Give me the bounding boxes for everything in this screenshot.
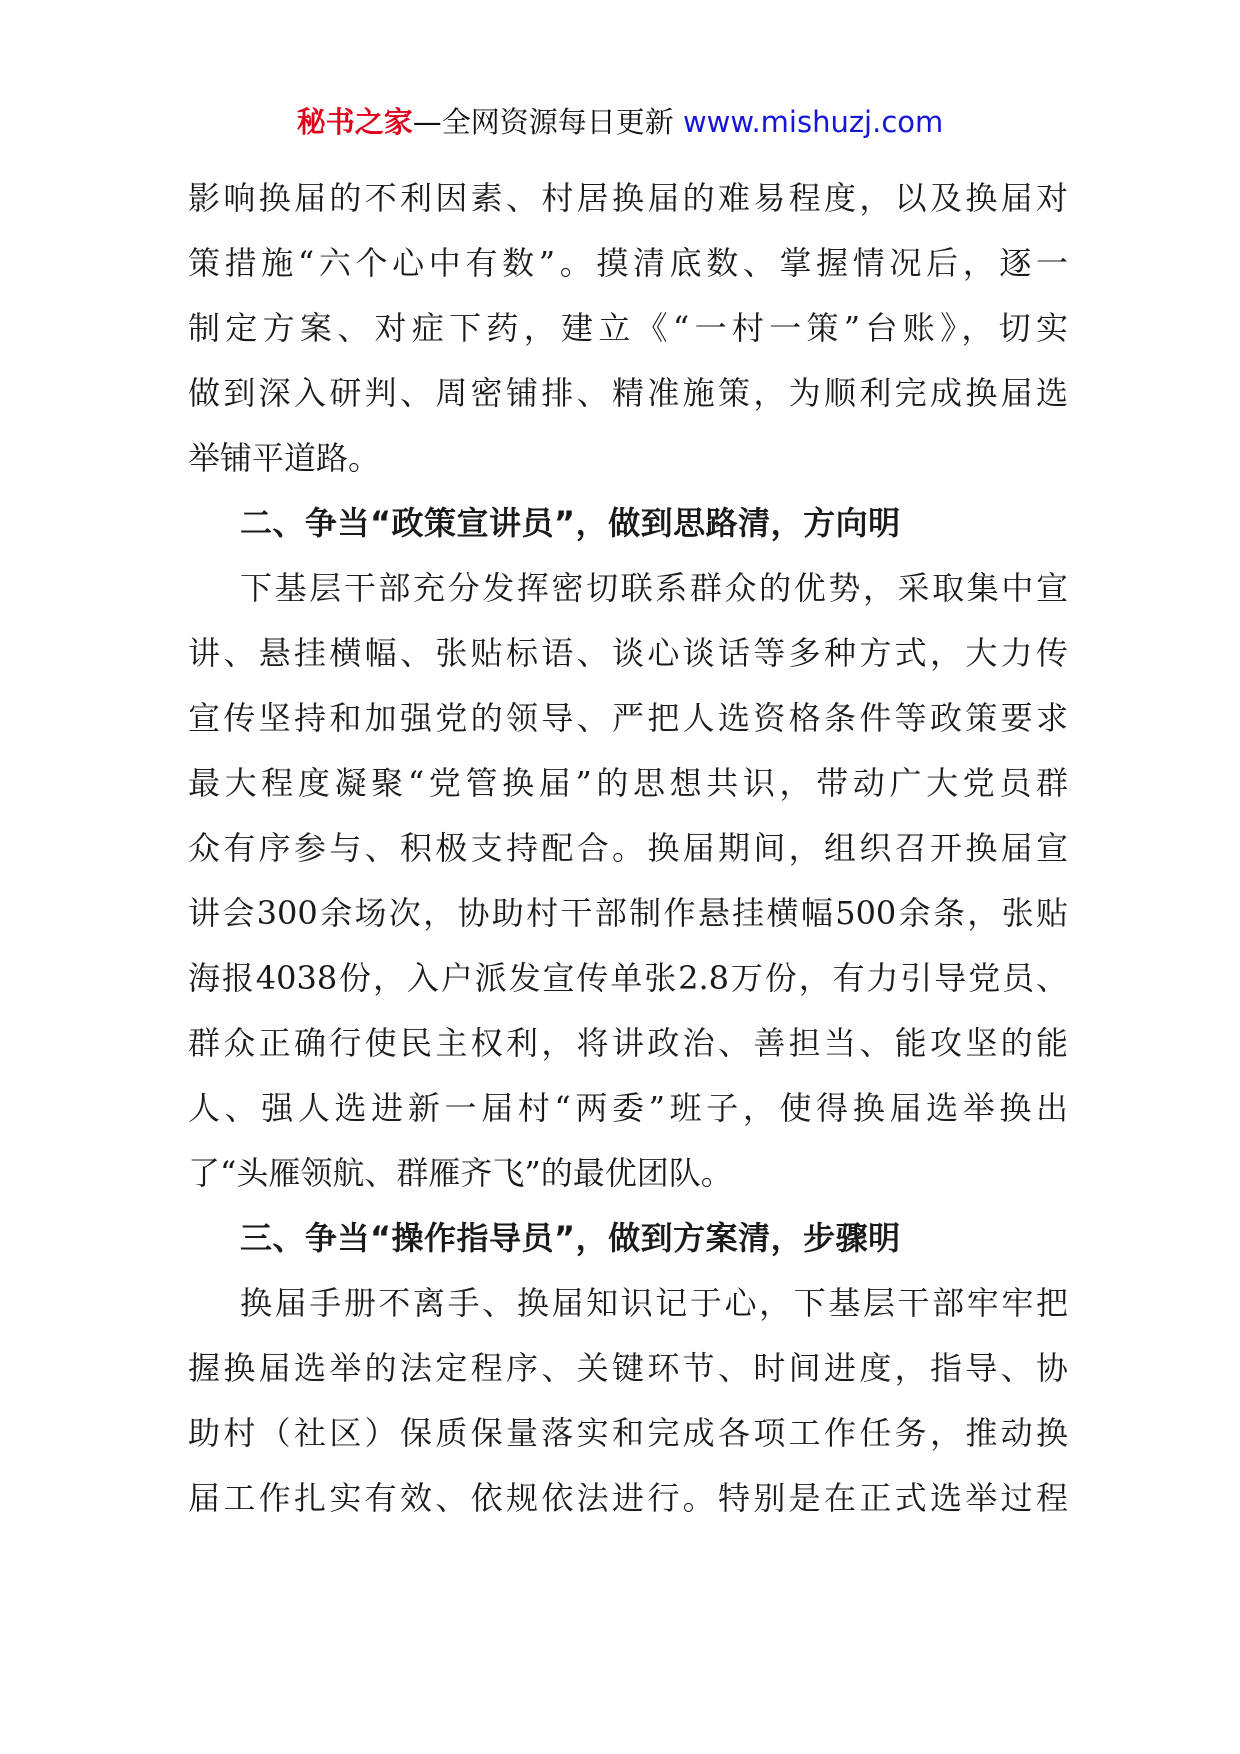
document-body	[188, 166, 1068, 1531]
paragraph-line: 人、强人选进新一届村“两委”班子，使得换届选举换出	[188, 1089, 1068, 1127]
paragraph-line: 举铺平道路。	[188, 439, 381, 477]
section-heading: 二、争当“政策宣讲员”，做到思路清，方向明	[240, 504, 901, 542]
paragraph-line: 做到深入研判、周密铺排、精准施策，为顺利完成换届选	[188, 374, 1068, 412]
paragraph-line: 众有序参与、积极支持配合。换届期间，组织召开换届宣	[188, 829, 1068, 867]
paragraph-line: 最大程度凝聚“党管换届”的思想共识，带动广大党员群	[188, 764, 1068, 802]
paragraph-line: 影响换届的不利因素、村居换届的难易程度，以及换届对	[188, 179, 1068, 217]
paragraph-line: 海报4038份，入户派发宣传单张2.8万份，有力引导党员、	[188, 959, 1068, 997]
paragraph-line: 换届手册不离手、换届知识记于心，下基层干部牢牢把	[240, 1284, 1068, 1322]
paragraph-line: 群众正确行使民主权利，将讲政治、善担当、能攻坚的能	[188, 1024, 1068, 1062]
paragraph-line: 助村（社区）保质保量落实和完成各项工作任务，推动换	[188, 1414, 1068, 1452]
page-header	[0, 102, 1240, 142]
brand-name: 秘书之家	[296, 105, 413, 139]
section-heading: 三、争当“操作指导员”，做到方案清，步骤明	[240, 1219, 901, 1257]
paragraph-line: 讲会300余场次，协助村干部制作悬挂横幅500余条，张贴	[188, 894, 1068, 932]
paragraph-line: 讲、悬挂横幅、张贴标语、谈心谈话等多种方式，大力传	[188, 634, 1068, 672]
paragraph-line: 下基层干部充分发挥密切联系群众的优势，采取集中宣	[240, 569, 1068, 607]
paragraph-line: 了“头雁领航、群雁齐飞”的最优团队。	[188, 1154, 733, 1192]
website-link[interactable]: www.mishuzj.com	[682, 105, 944, 139]
paragraph-line: 届工作扎实有效、依规依法进行。特别是在正式选举过程	[188, 1479, 1068, 1517]
paragraph-line: 制定方案、对症下药，建立《“一村一策”台账》，切实	[188, 309, 1068, 347]
paragraph-line: 握换届选举的法定程序、关键环节、时间进度，指导、协	[188, 1349, 1068, 1387]
header-slogan: —全网资源每日更新	[412, 105, 674, 139]
paragraph-line: 策措施“六个心中有数”。摸清底数、掌握情况后，逐一	[188, 244, 1068, 282]
paragraph-line: 宣传坚持和加强党的领导、严把人选资格条件等政策要求	[188, 699, 1068, 737]
